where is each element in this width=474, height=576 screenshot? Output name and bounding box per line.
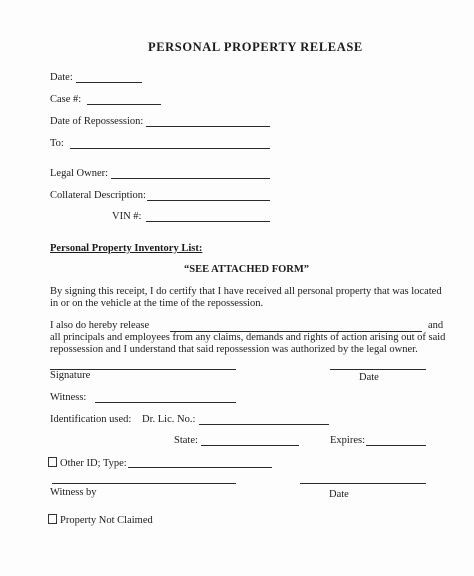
release-line-1: I also do hereby release bbox=[50, 320, 150, 331]
form-title: PERSONAL PROPERTY RELEASE bbox=[148, 40, 363, 54]
not-claimed-label: Property Not Claimed bbox=[60, 515, 153, 526]
not-claimed-row bbox=[48, 514, 153, 527]
state-field[interactable] bbox=[201, 445, 299, 446]
dr-lic-field[interactable] bbox=[199, 424, 329, 425]
repossession-date-label: Date of Repossession: bbox=[50, 116, 144, 127]
repossession-date-field[interactable] bbox=[146, 126, 270, 127]
witness-by-label: Witness by bbox=[50, 487, 97, 498]
witness-label: Witness: bbox=[50, 392, 87, 403]
signature-date-field[interactable] bbox=[330, 369, 426, 370]
witness-field[interactable] bbox=[95, 402, 236, 403]
expires-label: Expires: bbox=[330, 435, 365, 446]
signature-date-label: Date bbox=[359, 372, 379, 383]
certify-line-2: in or on the vehicle at the time of the repossession. bbox=[50, 298, 264, 309]
state-label: State: bbox=[174, 435, 198, 446]
attached-form-note: “SEE ATTACHED FORM” bbox=[184, 264, 310, 275]
collateral-label: Collateral Description: bbox=[50, 190, 146, 201]
inventory-heading: Personal Property Inventory List: bbox=[50, 243, 203, 254]
case-label: Case #: bbox=[50, 94, 82, 105]
witness-date-label: Date bbox=[329, 489, 349, 500]
release-and: and bbox=[428, 320, 444, 331]
vin-label: VIN #: bbox=[112, 211, 142, 222]
expires-field[interactable] bbox=[366, 445, 426, 446]
other-id-label: Other ID; Type: bbox=[60, 458, 127, 469]
identification-label: Identification used: bbox=[50, 414, 132, 425]
collateral-field[interactable] bbox=[147, 200, 270, 201]
to-field[interactable] bbox=[70, 148, 270, 149]
release-line-2: all principals and employees from any claims, demands and rights of action arising out of said bbox=[50, 332, 446, 343]
witness-date-field[interactable] bbox=[300, 483, 426, 484]
date-label: Date: bbox=[50, 72, 73, 83]
legal-owner-label: Legal Owner: bbox=[50, 168, 109, 179]
vin-field[interactable] bbox=[146, 221, 270, 222]
signature-label: Signature bbox=[50, 370, 91, 381]
to-label: To: bbox=[50, 138, 64, 149]
other-id-field[interactable] bbox=[128, 467, 272, 468]
not-claimed-checkbox[interactable] bbox=[48, 514, 57, 524]
legal-owner-field[interactable] bbox=[111, 178, 270, 179]
dr-lic-label: Dr. Lic. No.: bbox=[142, 414, 196, 425]
case-field[interactable] bbox=[87, 104, 161, 105]
certify-line-1: By signing this receipt, I do certify that I have received all personal property that was located bbox=[50, 286, 442, 297]
other-id-checkbox[interactable] bbox=[48, 457, 57, 467]
release-line-3: repossession and I understand that said repossession was authorized by the legal owner. bbox=[50, 344, 418, 355]
witness-by-field[interactable] bbox=[52, 483, 236, 484]
other-id-row bbox=[48, 457, 127, 470]
date-field[interactable] bbox=[76, 82, 142, 83]
